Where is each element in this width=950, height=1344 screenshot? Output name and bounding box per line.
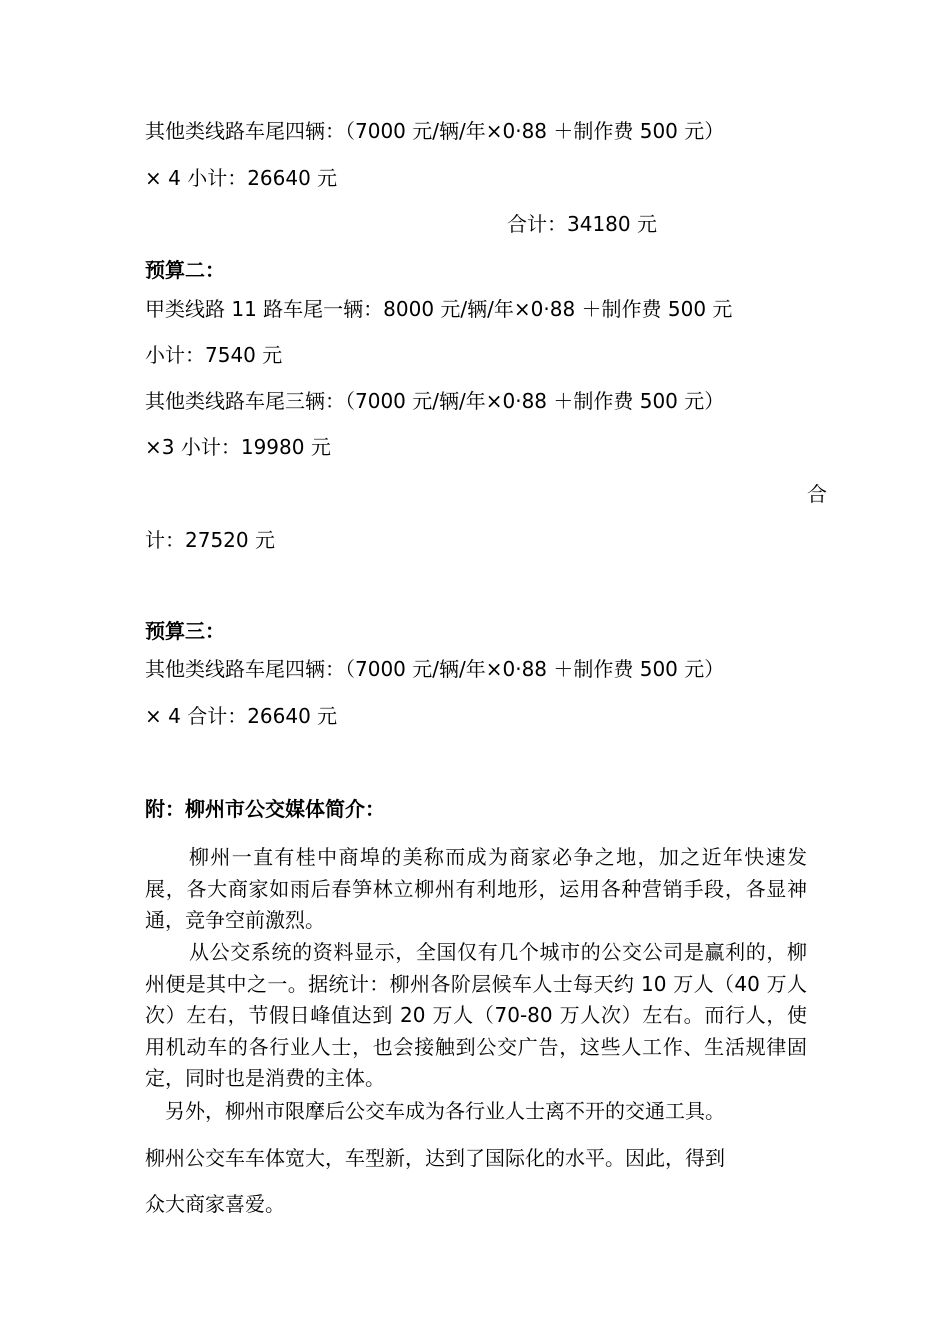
budget2-subtotal-other: ×3 小计：19980 元	[145, 435, 331, 459]
budget2-heading: 预算二：	[145, 258, 225, 282]
budget2-total-part2: 计：27520 元	[145, 528, 275, 552]
appendix-heading: 附：柳州市公交媒体简介：	[145, 797, 385, 821]
budget2-line-other-three: 其他类线路车尾三辆：（7000 元/辆/年×0·88 ＋制作费 500 元）	[145, 389, 725, 413]
appendix-paragraph-2: 从公交系统的资料显示，全国仅有几个城市的公交公司是赢利的，柳州便是其中之一。据统计：柳州各阶层候车人士每天约 10 万人（40 万人次）左右，节假日峰值达到 20 万人（70-80 万人次）左右。而行人，使用机动车的各行业人士，也会接触到公交广告，这些人工作、生活规律固定，同时也是消费的主体。	[145, 940, 807, 1090]
budget1-line-other-four: 其他类线路车尾四辆：（7000 元/辆/年×0·88 ＋制作费 500 元）	[145, 119, 725, 143]
budget2-subtotal-route11: 小计：7540 元	[145, 343, 283, 367]
budget3-line-other-four: 其他类线路车尾四辆：（7000 元/辆/年×0·88 ＋制作费 500 元）	[145, 657, 725, 681]
appendix-line-3: 另外，柳州市限摩后公交车成为各行业人士离不开的交通工具。	[165, 1099, 725, 1123]
budget3-heading: 预算三：	[145, 619, 225, 643]
budget1-total: 合计：34180 元	[507, 212, 657, 236]
budget3-total: × 4 合计：26640 元	[145, 704, 338, 728]
appendix-paragraph-1: 柳州一直有桂中商埠的美称而成为商家必争之地，加之近年快速发展，各大商家如雨后春笋林立柳州有利地形，运用各种营销手段，各显神通，竞争空前激烈。	[145, 845, 807, 932]
budget2-total-part1: 合	[807, 482, 827, 506]
appendix-line-4: 柳州公交车车体宽大，车型新，达到了国际化的水平。因此，得到	[145, 1146, 725, 1170]
appendix-line-5: 众大商家喜爱。	[145, 1192, 285, 1216]
budget1-subtotal: × 4 小计：26640 元	[145, 166, 338, 190]
budget2-line-route11: 甲类线路 11 路车尾一辆：8000 元/辆/年×0·88 ＋制作费 500 元	[145, 297, 733, 321]
